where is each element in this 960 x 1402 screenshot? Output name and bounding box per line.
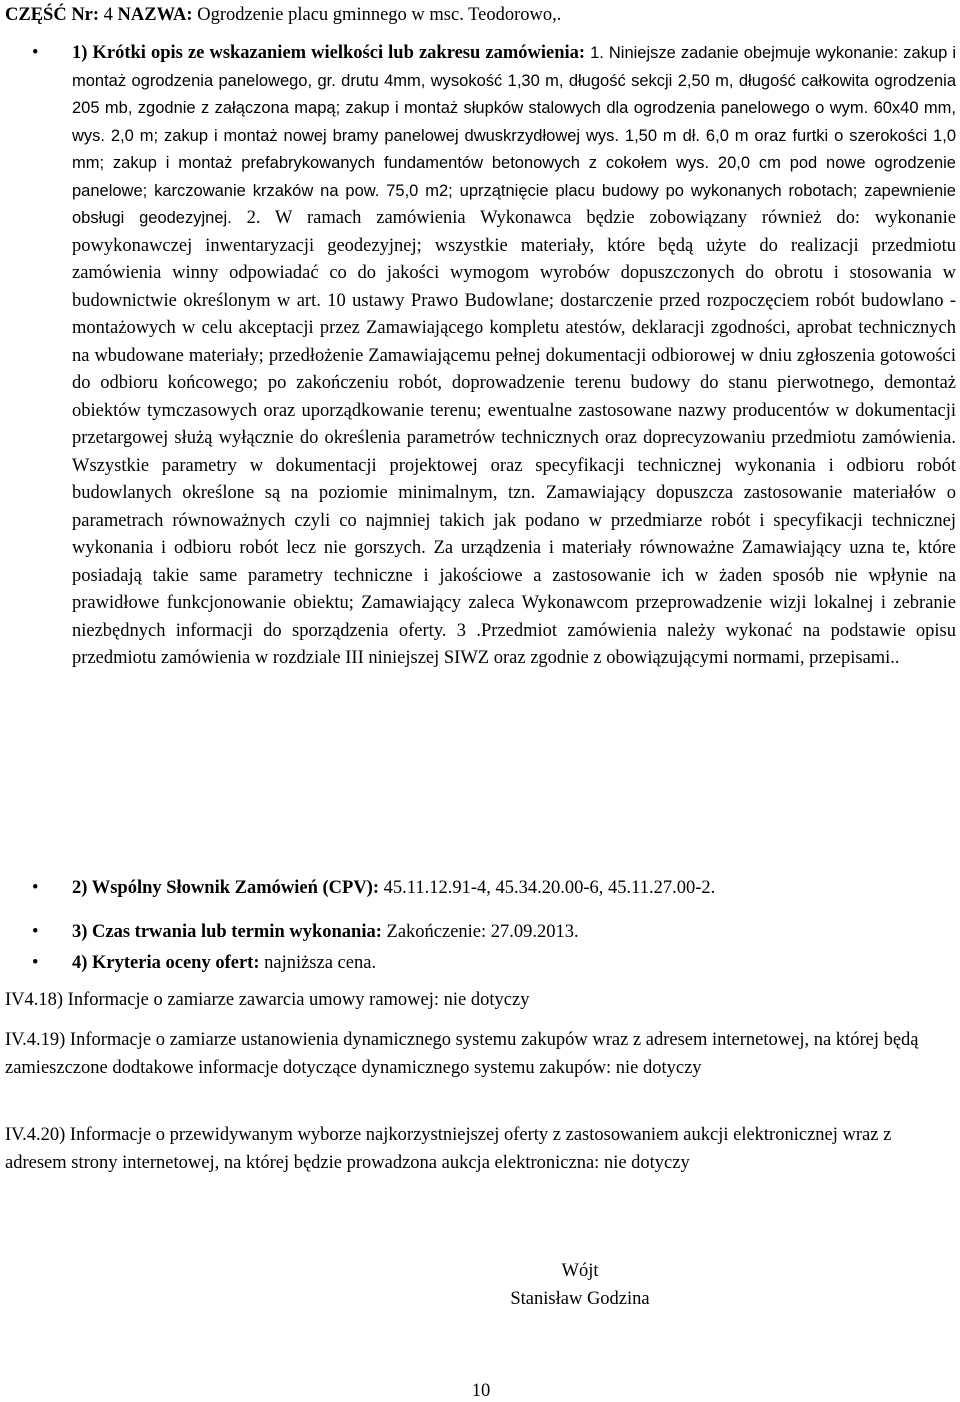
list-item-cpv — [32, 875, 956, 903]
section-iv420: IV.4.20) Informacje o przewidywanym wyborze najkorzystniejszej oferty z zastosowaniem aukcji elektronicznej wraz z adresem strony internetowej, na której będzie prowadzona aukcja elektroniczna: nie dotyczy — [5, 1125, 892, 1173]
duration-text — [72, 919, 956, 947]
section-iv419: IV.4.19) Informacje o zamiarze ustanowienia dynamicznego systemu zakupów wraz z adresem internetowej, na której będą zamieszczone dodtakowe informacje dotyczące dynamicznego systemu zakupów: nie dotyczy — [5, 1030, 919, 1078]
page-number: 10 — [471, 1381, 491, 1401]
short-description-part1: 1. Niniejsze zadanie obejmuje wykonanie: zakup i montaż ogrodzenia panelowego, gr. drutu 4mm, wysokość 1,30 m, długość sekcji 2,50 m, długość całkowita ogrodzenia 205 mb, zgodnie z załączona mapą; zakup i montaż słupków stalowych dla ogrodzenia panelowego o wym. 60x40 mm, wys. 2,0 m; zakup i montaż nowej bramy panelowej dwuskrzydłowej wys. 1,50 m dł. 6,0 m oraz furtki o szerokości 1,0 mm; zakup i montaż prefabrykowanych fundamentów betonowych z cokołem wys. 20,0 cm pod nowe ogrodzenie panelowe; karczowanie krzaków na pow. 75,0 m2; uprzątnięcie placu budowy po wykonanych robotach; zapewnienie obsługi geodezyjnej. — [72, 44, 957, 227]
list-item-short-description — [32, 40, 957, 673]
criteria-text — [72, 950, 956, 978]
list-item-duration — [32, 919, 956, 947]
short-description-text — [72, 40, 956, 673]
criteria-value: najniższa cena. — [259, 953, 377, 973]
short-description-label: 1) Krótki opis ze wskazaniem wielkości lub zakresu zamówienia: — [72, 43, 586, 63]
section-iv418: IV4.18) Informacje o zamiarze zawarcia umowy ramowej: nie dotyczy — [5, 990, 530, 1010]
bullet-icon: • — [32, 878, 39, 898]
bullet-icon: • — [32, 43, 39, 63]
duration-value: Zakończenie: 27.09.2013. — [381, 922, 579, 942]
part-label: CZĘŚĆ Nr: — [5, 5, 100, 25]
bullet-icon: • — [32, 953, 39, 973]
cpv-text — [72, 875, 956, 903]
list-item-criteria — [32, 950, 956, 978]
cpv-value: 45.11.12.91-4, 45.34.20.00-6, 45.11.27.00-2. — [379, 878, 716, 898]
name-label: NAZWA: — [117, 5, 193, 25]
cpv-label: 2) Wspólny Słownik Zamówień (CPV): — [72, 878, 380, 898]
duration-label: 3) Czas trwania lub termin wykonania: — [72, 922, 382, 942]
bullet-icon: • — [32, 922, 39, 942]
signature-name: Stanisław Godzina — [510, 1289, 650, 1309]
part-number: 4 — [99, 5, 118, 25]
criteria-label: 4) Kryteria oceny ofert: — [72, 953, 260, 973]
short-description-part2: 2. W ramach zamówienia Wykonawca będzie zobowiązany również do: wykonanie powykonawczej inwentaryzacji geodezyjnej; wszystkie materiały, które będą użyte do realizacji przedmiotu zamówienia winny odpowiadać co do jakości wymogom wyrobów dopuszczonych do obrotu i stosowania w budownictwie określonym w art. 10 ustawy Prawo Budowlane; dostarczenie przed rozpoczęciem robót budowlano - montażowych w celu akceptacji przez Zamawiającego kompletu atestów, deklaracji zgodności, aprobat technicznych na wbudowane materiały; przedłożenie Zamawiającemu pełnej dokumentacji odbiorowej w dniu zgłoszenia gotowości do odbioru końcowego; po zakończeniu robót, doprowadzenie terenu budowy do stanu pierwotnego, demontaż obiektów tymczasowych oraz uporządkowanie terenu; ewentualne zastosowane nazwy producentów w dokumentacji przetargowej służą wyłącznie do określenia parametrów technicznych oraz doprecyzowaniu przedmiotu zamówienia. Wszystkie parametry w dokumentacji projektowej oraz specyfikacji technicznej wykonania i odbioru robót budowlanych określone są na poziomie minimalnym, tzn. Zamawiający dopuszcza zastosowanie materiałów o parametrach równoważnych czyli co najmniej takich jak podano w przedmiarze robót i specyfikacji technicznej wykonania i odbioru robót lecz nie gorszych. Za urządzenia i materiały równoważne Zamawiający uzna te, które posiadają takie same parametry techniczne i jakościowe a zastosowanie ich w żaden sposób nie wpłynie na prawidłowe funkcjonowanie obiektu; Zamawiający zaleca Wykonawcom przeprowadzenie wizji lokalnej i zebranie niezbędnych informacji do sporządzenia oferty. 3 .Przedmiot zamówienia należy wykonać na podstawie opisu przedmiotu zamówienia w rozdziale III niniejszej SIWZ oraz zgodnie z obowiązującymi normami, przepisami.. — [72, 208, 956, 668]
part-header — [5, 2, 561, 29]
signature-title: Wójt — [561, 1261, 599, 1281]
part-name: Ogrodzenie placu gminnego w msc. Teodorowo,. — [192, 5, 562, 25]
